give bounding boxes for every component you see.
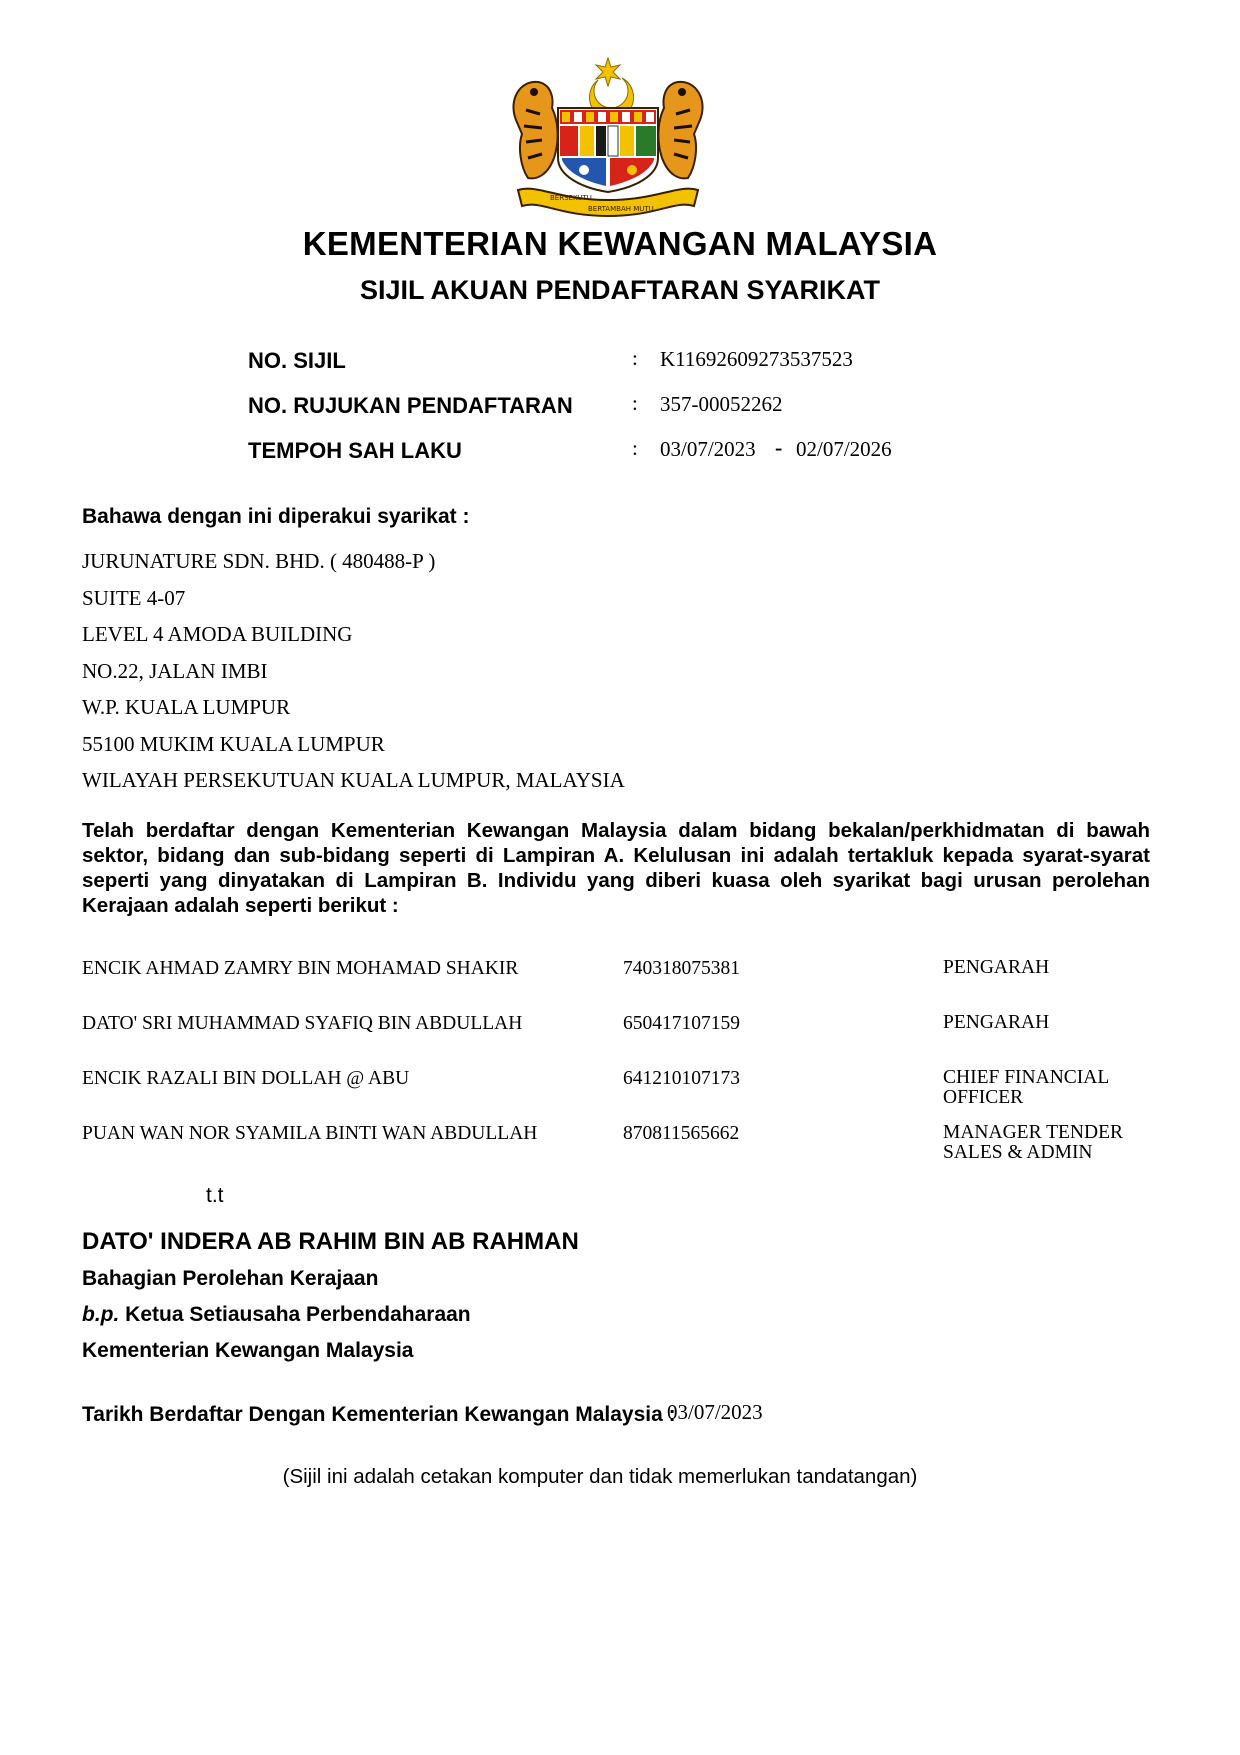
no-sijil-colon: : <box>632 346 638 370</box>
svg-text:BERSEKUTU: BERSEKUTU <box>550 194 592 202</box>
no-sijil-value: K11692609273537523 <box>660 347 853 371</box>
certificate-title: SIJIL AKUAN PENDAFTARAN SYARIKAT <box>359 275 881 305</box>
person-position: MANAGER TENDER SALES & ADMIN <box>943 1122 1124 1163</box>
coat-of-arms-emblem <box>498 50 718 220</box>
person-ic: 740318075381 <box>623 958 740 979</box>
no-sijil-label: NO. SIJIL <box>248 348 346 373</box>
registration-date-value: 03/07/2023 <box>667 1400 763 1424</box>
ministry-title: KEMENTERIAN KEWANGAN MALAYSIA <box>302 225 938 262</box>
signatory-title <box>82 1303 471 1327</box>
signatory-name: DATO' INDERA AB RAHIM BIN AB RAHMAN <box>82 1228 579 1255</box>
person-position: PENGARAH <box>943 957 1050 978</box>
intro-text: Bahawa dengan ini diperakui syarikat : <box>82 505 470 528</box>
company-address-line: W.P. KUALA LUMPUR <box>82 695 291 719</box>
company-address-line: 55100 MUKIM KUALA LUMPUR <box>82 732 385 756</box>
signatory-title-text: Ketua Setiausaha Perbendaharaan <box>119 1303 471 1326</box>
tempoh-label: TEMPOH SAH LAKU <box>248 438 462 463</box>
person-ic: 870811565662 <box>623 1123 740 1144</box>
signatory-ministry: Kementerian Kewangan Malaysia <box>82 1339 414 1362</box>
person-ic: 641210107173 <box>623 1068 740 1089</box>
person-name: ENCIK RAZALI BIN DOLLAH @ ABU <box>82 1068 410 1089</box>
tempoh-dash: - <box>775 435 783 460</box>
tempoh-colon: : <box>632 436 638 460</box>
person-name: DATO' SRI MUHAMMAD SYAFIQ BIN ABDULLAH <box>82 1013 523 1034</box>
company-address-line: LEVEL 4 AMODA BUILDING <box>82 622 353 646</box>
registration-date-label: Tarikh Berdaftar Dengan Kementerian Kewangan Malaysia : <box>82 1403 676 1426</box>
person-position: PENGARAH <box>943 1012 1050 1033</box>
bp-abbrev: b.p. <box>82 1303 120 1326</box>
person-name: PUAN WAN NOR SYAMILA BINTI WAN ABDULLAH <box>82 1123 538 1144</box>
company-address-line: WILAYAH PERSEKUTUAN KUALA LUMPUR, MALAYSIA <box>82 768 625 792</box>
tempoh-from: 03/07/2023 <box>660 437 756 461</box>
no-rujukan-label: NO. RUJUKAN PENDAFTARAN <box>248 393 573 418</box>
person-name: ENCIK AHMAD ZAMRY BIN MOHAMAD SHAKIR <box>82 958 519 979</box>
person-position: CHIEF FINANCIAL OFFICER <box>943 1067 1109 1108</box>
svg-text:BERTAMBAH MUTU: BERTAMBAH MUTU <box>588 205 654 213</box>
person-ic: 650417107159 <box>623 1013 740 1034</box>
signatory-division: Bahagian Perolehan Kerajaan <box>82 1267 379 1290</box>
registration-paragraph: Telah berdaftar dengan Kementerian Kewangan Malaysia dalam bidang bekalan/perkhidmatan di bawah sektor, bidang dan sub-bidang seperti di Lampiran A. Kelulusan ini adalah tertakluk kepada syarat-syarat seperti yang dinyatakan di Lampiran B. Individu yang diberi kuasa oleh syarikat bagi urusan perolehan Kerajaan adalah seperti berikut : <box>82 819 1150 917</box>
company-address-line: SUITE 4-07 <box>82 586 186 610</box>
no-rujukan-value: 357-00052262 <box>660 392 783 416</box>
tempoh-to: 02/07/2026 <box>796 437 892 461</box>
tt-mark: t.t <box>206 1184 224 1207</box>
company-name: JURUNATURE SDN. BHD. ( 480488-P ) <box>82 549 436 573</box>
footer-note: (Sijil ini adalah cetakan komputer dan tidak memerlukan tandatangan) <box>282 1465 918 1488</box>
company-address-line: NO.22, JALAN IMBI <box>82 659 268 683</box>
no-rujukan-colon: : <box>632 391 638 415</box>
